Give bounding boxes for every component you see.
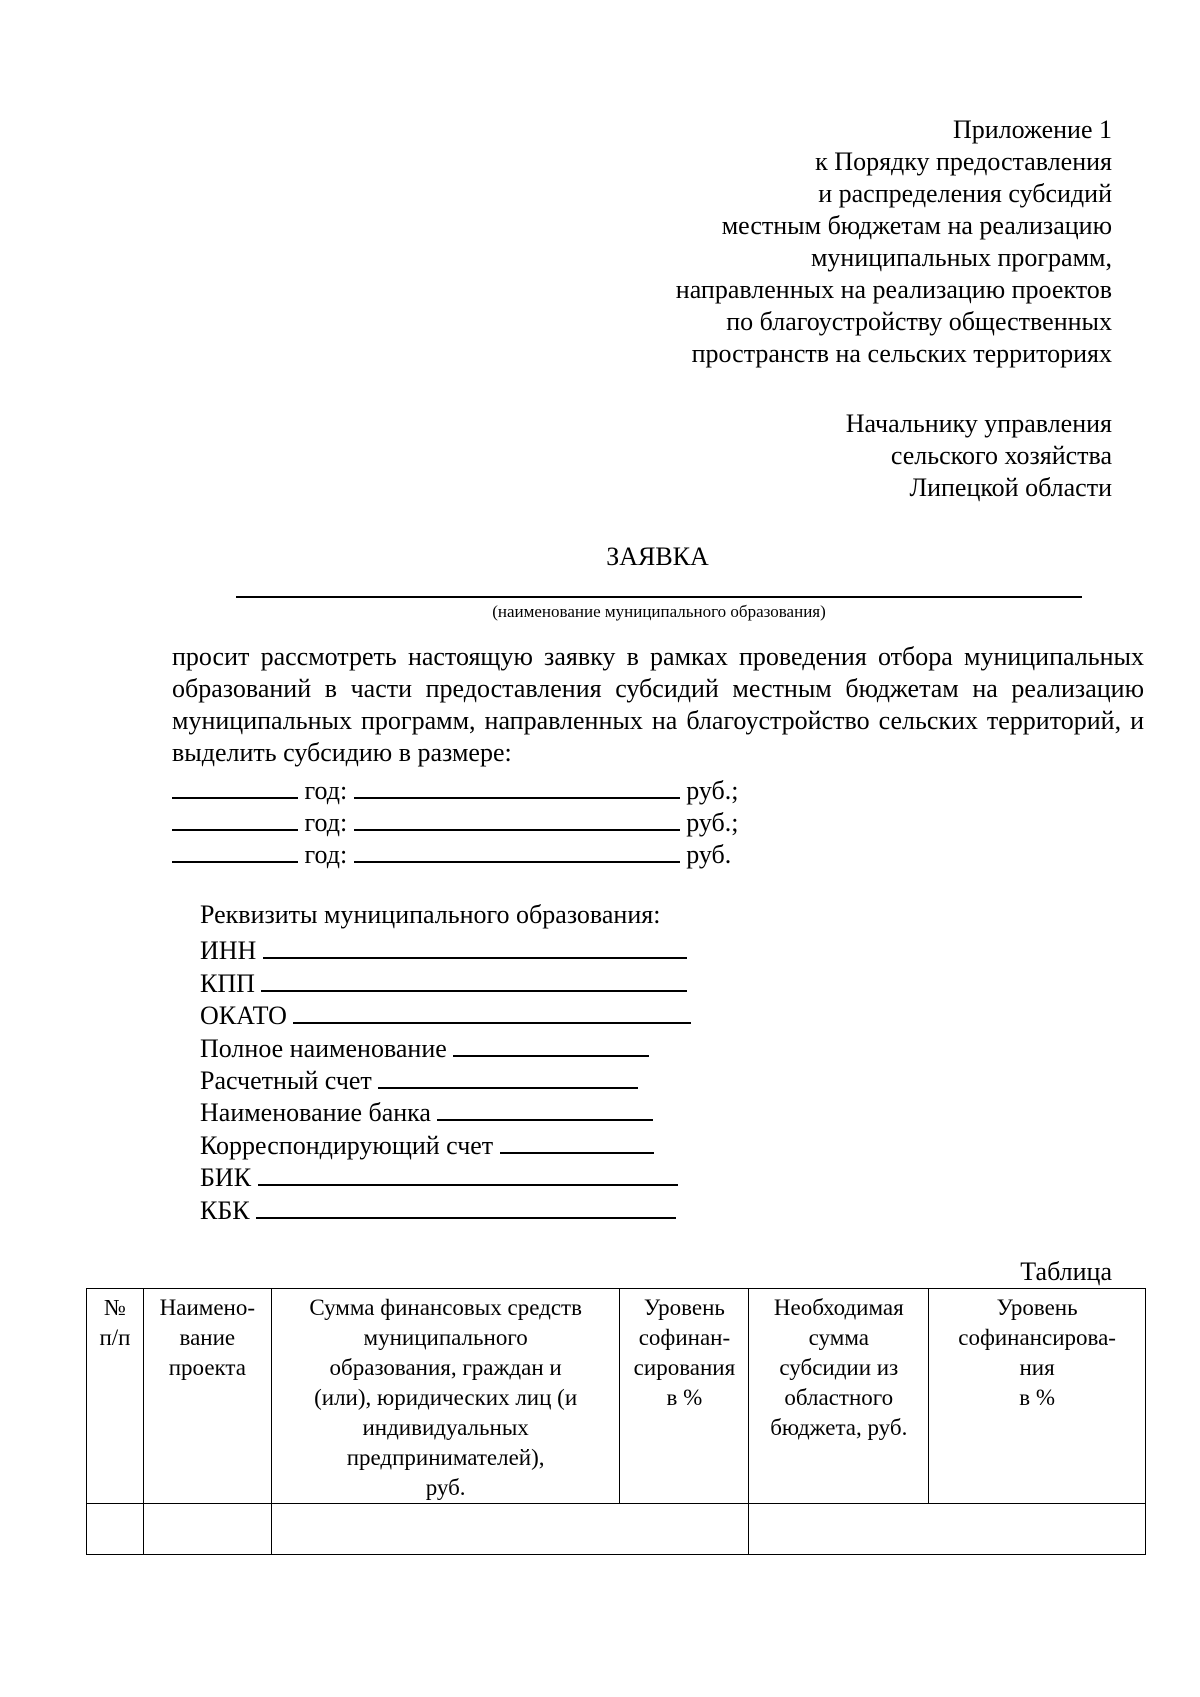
amount-field[interactable] <box>354 803 680 831</box>
appendix-line: направленных на реализацию проектов <box>675 275 1112 304</box>
addressee-block <box>612 408 1112 504</box>
table-cell[interactable] <box>271 1504 749 1555</box>
requisite-label: КПП <box>200 968 255 998</box>
requisite-inn <box>200 931 691 966</box>
request-paragraph: просит рассмотреть настоящую заявку в рамках проведения отбора муниципальных образований в части предоставления субсидий местным бюджетам на реализацию муниципальных программ, направленных на благоустройство сельских территорий, и выделить субсидию в размере: <box>172 642 1144 767</box>
full-name-field[interactable] <box>453 1029 649 1057</box>
currency-label: руб. <box>686 840 732 869</box>
currency-label: руб.; <box>686 808 739 837</box>
appendix-line: пространств на сельских территориях <box>691 339 1112 368</box>
appendix-line: муниципальных программ, <box>810 243 1112 272</box>
bank-field[interactable] <box>437 1093 653 1121</box>
requisite-label: КБК <box>200 1195 250 1225</box>
appendix-line: Приложение 1 <box>952 115 1112 144</box>
table-row <box>87 1504 1146 1555</box>
header-project-name: Наимено- вание проекта <box>143 1289 271 1504</box>
requisite-kpp <box>200 964 691 996</box>
okato-field[interactable] <box>293 996 691 1024</box>
requisites-block <box>200 899 691 1223</box>
requisite-label: Корреспондирующий счет <box>200 1130 494 1160</box>
year-field[interactable] <box>172 803 298 831</box>
header-required-subsidy: Необходимая сумма субсидии из областного бюджета, руб. <box>749 1289 929 1504</box>
table-cell[interactable] <box>143 1504 271 1555</box>
header-funding-sum: Сумма финансовых средств муниципального образования, граждан и (или), юридических лиц (и индивидуальных предпринимателей), руб. <box>271 1289 620 1504</box>
municipality-name-field[interactable] <box>236 596 1082 598</box>
account-field[interactable] <box>378 1061 638 1089</box>
year-label: год: <box>304 840 348 869</box>
requisite-label: Наименование банка <box>200 1098 431 1128</box>
requisite-label: Расчетный счет <box>200 1065 372 1095</box>
requisite-label: ИНН <box>200 936 257 966</box>
amount-field[interactable] <box>354 835 680 863</box>
requisite-account <box>200 1061 691 1093</box>
year-field[interactable] <box>172 771 298 799</box>
subsidy-table <box>86 1288 1146 1555</box>
year-label: год: <box>304 808 348 837</box>
bik-field[interactable] <box>258 1158 678 1186</box>
addressee-line: Липецкой области <box>909 473 1112 502</box>
header-cofinancing-level: Уровень софинан- сирования в % <box>620 1289 749 1504</box>
requisites-heading: Реквизиты муниципального образования: <box>200 900 661 929</box>
table-cell[interactable] <box>749 1504 1146 1555</box>
kpp-field[interactable] <box>261 964 687 992</box>
subsidy-year-row <box>172 835 739 867</box>
kbk-field[interactable] <box>256 1191 676 1219</box>
year-field[interactable] <box>172 835 298 863</box>
addressee-line: Начальнику управления <box>845 409 1112 438</box>
header-cofinancing-level-2: Уровень софинансирова- ния в % <box>929 1289 1146 1504</box>
year-label: год: <box>304 776 348 805</box>
table-header-row <box>87 1289 1146 1504</box>
table-caption: Таблица <box>1020 1257 1112 1286</box>
currency-label: руб.; <box>686 776 739 805</box>
municipality-name-caption: (наименование муниципального образования) <box>492 602 826 621</box>
requisite-label: Полное наименование <box>200 1033 447 1063</box>
appendix-header <box>552 114 1112 370</box>
appendix-line: и распределения субсидий <box>818 179 1112 208</box>
subsidy-years <box>172 771 739 867</box>
requisite-corr-account <box>200 1126 691 1158</box>
requisite-bik <box>200 1158 691 1193</box>
requisite-full-name <box>200 1029 691 1061</box>
amount-field[interactable] <box>354 771 680 799</box>
inn-field[interactable] <box>263 931 687 959</box>
appendix-line: к Порядку предоставления <box>815 147 1112 176</box>
document-title: ЗАЯВКА <box>606 542 709 571</box>
appendix-line: местным бюджетам на реализацию <box>721 211 1112 240</box>
requisite-kbk <box>200 1191 691 1223</box>
appendix-line: по благоустройству общественных <box>726 307 1112 336</box>
corr-account-field[interactable] <box>500 1126 654 1154</box>
requisite-okato <box>200 996 691 1031</box>
subsidy-year-row <box>172 803 739 835</box>
requisite-label: ОКАТО <box>200 1001 287 1031</box>
table-cell[interactable] <box>87 1504 144 1555</box>
requisite-bank <box>200 1093 691 1128</box>
subsidy-year-row <box>172 771 739 803</box>
header-number: № п/п <box>87 1289 144 1504</box>
addressee-line: сельского хозяйства <box>890 441 1112 470</box>
requisite-label: БИК <box>200 1163 252 1193</box>
